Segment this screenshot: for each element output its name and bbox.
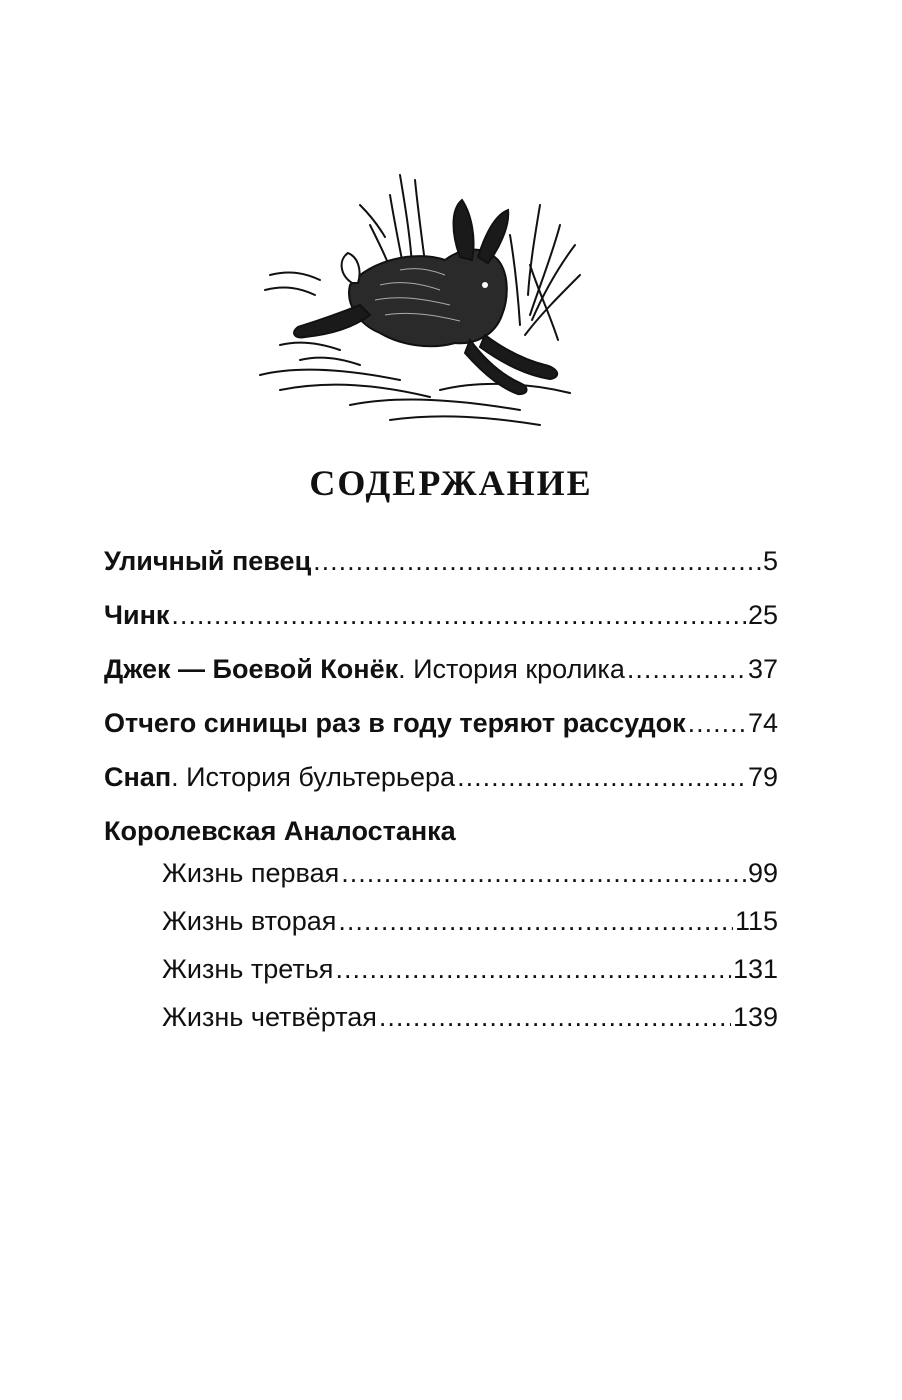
table-of-contents: [104, 542, 778, 1046]
toc-entry-sinitsy[interactable]: [104, 704, 778, 758]
dot-leader: [457, 758, 746, 796]
dot-leader: [171, 596, 746, 634]
toc-entry-title-bold: Уличный певец: [104, 546, 312, 576]
toc-entry-page: 74: [747, 708, 778, 738]
page-title: СОДЕРЖАНИЕ: [309, 463, 593, 503]
dot-leader: [338, 902, 733, 940]
toc-subentry-title: Жизнь первая: [162, 858, 340, 888]
toc-subentry-2[interactable]: [104, 902, 778, 950]
toc-subentry-page: 115: [734, 906, 778, 936]
toc-subentry-title: Жизнь вторая: [162, 906, 337, 936]
toc-entry-title-rest: . История бультерьера: [171, 762, 456, 792]
dot-leader: [379, 998, 731, 1036]
toc-entry-title: [104, 704, 686, 742]
toc-entry-title-bold: Отчего синицы раз в году теряют рассудок: [104, 708, 686, 738]
toc-subentry-title: Жизнь третья: [162, 954, 334, 984]
toc-subentry-page: 99: [747, 858, 778, 888]
dot-leader: [313, 542, 761, 580]
toc-entry-page: 25: [747, 600, 778, 630]
toc-entry-title-bold: Чинк: [104, 600, 170, 630]
toc-subentry-1[interactable]: [104, 854, 778, 902]
toc-entry-title: [104, 650, 625, 688]
dot-leader: [688, 704, 746, 742]
toc-entry-snap[interactable]: [104, 758, 778, 812]
toc-entry-page: 79: [747, 762, 778, 792]
hare-illustration: [240, 165, 640, 440]
toc-entry-title: [104, 596, 169, 634]
toc-entry-page: 5: [762, 546, 778, 576]
toc-subentry-title: Жизнь четвёртая: [162, 1002, 377, 1032]
dot-leader: [335, 950, 731, 988]
toc-entry-title: [104, 758, 455, 796]
dot-leader: [341, 854, 746, 892]
dot-leader: [627, 650, 746, 688]
toc-entry-title-rest: . История кролика: [398, 654, 625, 684]
toc-subentry-3[interactable]: [104, 950, 778, 998]
toc-entry-ulichny-pevets[interactable]: [104, 542, 778, 596]
toc-subentry-page: 131: [732, 954, 778, 984]
toc-section-analostanka[interactable]: [104, 812, 778, 854]
toc-entry-page: 37: [747, 654, 778, 684]
toc-entry-chink[interactable]: [104, 596, 778, 650]
toc-subentry-4[interactable]: [104, 998, 778, 1046]
toc-entry-title-bold: Снап: [104, 762, 172, 792]
toc-entry-title-bold: Джек — Боевой Конёк: [104, 654, 399, 684]
toc-subentry-page: 139: [732, 1002, 778, 1032]
toc-section-title: Королевская Аналостанка: [104, 816, 456, 846]
toc-entry-dzhek[interactable]: [104, 650, 778, 704]
toc-entry-title: [104, 542, 311, 580]
